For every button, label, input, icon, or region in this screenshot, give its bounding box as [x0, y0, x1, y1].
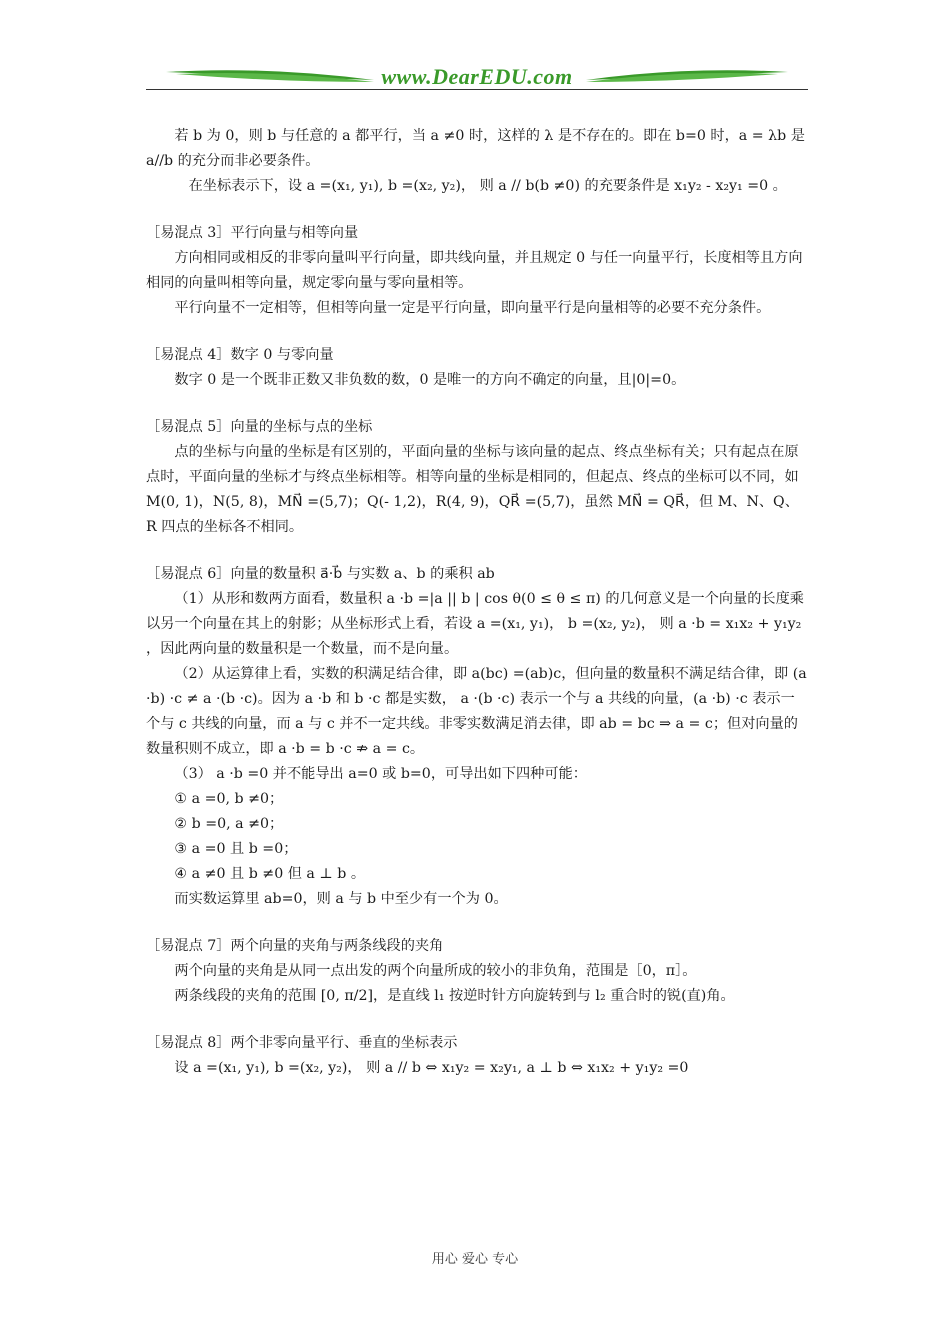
paragraph: 两个向量的夹角是从同一点出发的两个向量所成的较小的非负角，范围是［0，π］。: [174, 963, 697, 979]
paragraph-spacer: [146, 321, 808, 343]
paragraph-spacer: [146, 912, 808, 934]
paragraph: 在坐标表示下，设 a =(x₁, y₁), b =(x₂, y₂)， 则 a // b(b ≠0) 的充要条件是 x₁y₂ - x₂y₁ =0 。: [174, 178, 787, 194]
paragraph: ③ a =0 且 b =0；: [174, 841, 298, 857]
paragraph-spacer: [146, 393, 808, 415]
paragraph: 若 b 为 0，则 b 与任意的 a 都平行，当 a ≠0 时，这样的 λ 是不存在的。即在 b=0 时，a = λb 是 a//b 的充分而非必要条件。: [146, 128, 805, 169]
document-body: [146, 124, 808, 1081]
paragraph: ④ a ≠0 且 b ≠0 但 a ⊥ b 。: [174, 866, 366, 882]
paragraph: ① a =0, b ≠0；: [174, 791, 284, 807]
section-heading: ［易混点 5］向量的坐标与点的坐标: [146, 419, 373, 435]
header-rule: [146, 89, 808, 90]
paragraph: （3） a ·b =0 并不能导出 a=0 或 b=0，可导出如下四种可能：: [174, 766, 587, 782]
paragraph: 两条线段的夹角的范围 [0, π/2]，是直线 l₁ 按逆时针方向旋转到与 l₂ 重合时的锐(直)角。: [174, 988, 735, 1004]
section-heading: ［易混点 7］两个向量的夹角与两条线段的夹角: [146, 938, 444, 954]
section-heading: ［易混点 6］向量的数量积 a⃗·b⃗ 与实数 a、b 的乘积 ab: [146, 566, 495, 582]
paragraph: （1）从形和数两方面看，数量积 a ·b =|a || b | cos θ(0 ≤ θ ≤ π) 的几何意义是一个向量的长度乘以另一个向量在其上的射影；从坐标形式上看，若设 a =(x₁, y₁)， b =(x₂, y₂)， 则 a ·b = x₁x₂ + y₁y₂ ，因此两向量的数量积是一个数量，而不是向量。: [146, 591, 804, 657]
section-heading: ［易混点 4］数字 0 与零向量: [146, 347, 334, 363]
paragraph: 数字 0 是一个既非正数又非负数的数，0 是唯一的方向不确定的向量，且|0|=0。: [174, 372, 686, 388]
paragraph-spacer: [146, 199, 808, 221]
paragraph-spacer: [146, 1009, 808, 1031]
section-heading: ［易混点 3］平行向量与相等向量: [146, 225, 359, 241]
site-logo-text[interactable]: www.DearEDU.com: [381, 64, 573, 89]
paragraph: （2）从运算律上看，实数的积满足结合律，即 a(bc) =(ab)c，但向量的数量积不满足结合律，即 (a ·b) ·c ≠ a ·(b ·c)。因为 a ·b 和 b ·c 都是实数， a ·(b ·c) 表示一个与 a 共线的向量，(a ·b) ·c 表示一个与 c 共线的向量，而 a 与 c 并不一定共线。非零实数满足消去律，即 ab = bc ⇒ a = c；但对向量的数量积则不成立，即 a ·b = b ·c ⇏ a = c。: [146, 666, 807, 757]
paragraph: 而实数运算里 ab=0，则 a 与 b 中至少有一个为 0。: [174, 891, 508, 907]
paragraph: ② b =0, a ≠0；: [174, 816, 284, 832]
paragraph: 设 a =(x₁, y₁), b =(x₂, y₂)， 则 a // b ⇔ x₁y₂ = x₂y₁, a ⊥ b ⇔ x₁x₂ + y₁y₂ =0: [174, 1060, 689, 1076]
paragraph: 点的坐标与向量的坐标是有区别的，平面向量的坐标与该向量的起点、终点坐标有关；只有起点在原点时，平面向量的坐标才与终点坐标相等。相等向量的坐标是相同的，但起点、终点的坐标可以不同，如 M(0, 1)，N(5, 8)，MN⃗ =(5,7)；Q(- 1,2)，R(4, 9)，QR⃗ =(5,7)，虽然 MN⃗ = QR⃗，但 M、N、Q、R 四点的坐标各不相同。: [146, 444, 799, 535]
paragraph: 平行向量不一定相等，但相等向量一定是平行向量，即向量平行是向量相等的必要不充分条件。: [174, 300, 771, 316]
section-heading: ［易混点 8］两个非零向量平行、垂直的坐标表示: [146, 1035, 458, 1051]
paragraph-spacer: [146, 540, 808, 562]
page-footer: 用心 爱心 专心: [431, 1252, 519, 1267]
paragraph: 方向相同或相反的非零向量叫平行向量，即共线向量，并且规定 0 与任一向量平行，长度相等且方向相同的向量叫相等向量，规定零向量与零向量相等。: [146, 250, 803, 291]
